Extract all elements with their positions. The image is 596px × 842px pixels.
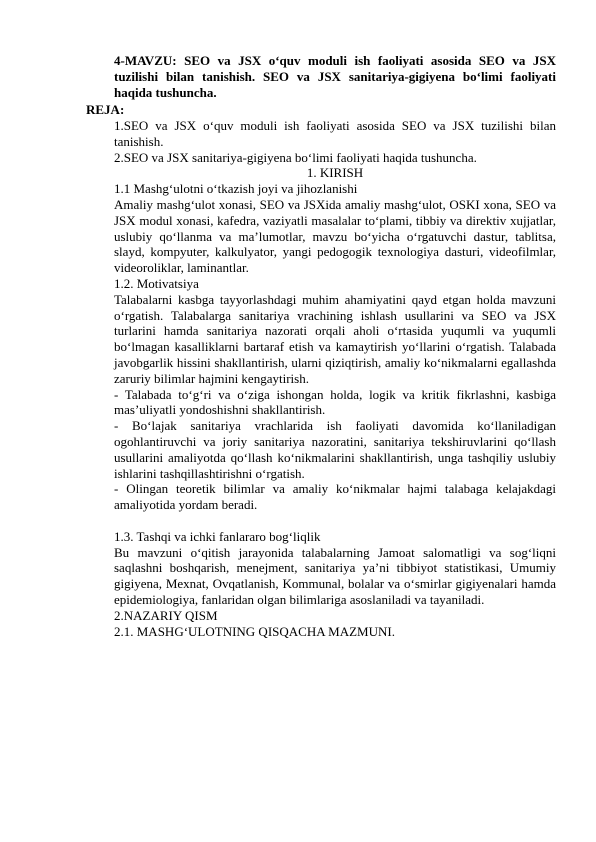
section-1-3-text: Bu mavzuni o‘qitish jarayonida talabalarning Jamoat salomatligi va sog‘liqni saqlashni boshqarish, menejment, sanitariya ya’ni tibbiyot statistikasi, Umumiy gigiyena, Mexnat, Ovqatlanish, Kommunal, bolalar va o‘smirlar gigiyenalari hamda epidemiologiya, fanlaridan olgan bilimlariga asoslaniladi va tayaniladi. xyxy=(114,544,556,607)
reja-heading: REJA: xyxy=(86,102,125,117)
kirish-heading: 1. KIRISH xyxy=(306,165,364,181)
section-2-1-heading: 2.1. MASHG‘ULOTNING QISQACHA MAZMUNI. xyxy=(114,623,395,639)
motivation-bullet: - Olingan teoretik bilimlar va amaliy ko‘nikmalar hajmi talabaga kelajakdagi amaliyotida yordam beradi. xyxy=(114,481,556,513)
section-1-1-heading: 1.1 Mashg‘ulotni o‘tkazish joyi va jihozlanishi xyxy=(114,181,358,197)
motivation-bullet: - Bo‘lajak sanitariya vrachlarida ish faoliyati davomida ko‘llaniladigan ogohlantiruvchi va joriy sanitariya nazoratini, sanitariya tekshiruvlarini qo‘llash usullarini amaliyotda qo‘llash ko‘nikmalarini shakllantirish, unga tashqiliy uslubiy ishlarini tashqillashtirishni o‘rgatish. xyxy=(114,418,556,481)
section-1-3-heading: 1.3. Tashqi va ichki fanlararo bog‘liqlik xyxy=(114,528,321,544)
reja-item-2: 2.SEO va JSX sanitariya-gigiyena bo‘limi faoliyati haqida tushuncha. xyxy=(114,149,477,165)
document-body xyxy=(114,118,556,639)
motivation-bullet: - Talabada to‘g‘ri va o‘ziga ishongan holda, logik va kritik fikrlashni, kasbiga mas’uliyatli yondoshishni shakllantirish. xyxy=(114,386,556,418)
spacer xyxy=(114,513,556,529)
section-1-2-heading: 1.2. Motivatsiya xyxy=(114,275,199,291)
reja-item-1: 1.SEO va JSX o‘quv moduli ish faoliyati asosida SEO va JSX tuzilishi bilan tanishish. xyxy=(114,118,556,149)
nazariy-heading: 2.NAZARIY QISM xyxy=(114,607,218,623)
topic-title: 4-MAVZU: SEO va JSX o‘quv moduli ish faoliyati asosida SEO va JSX tuzilishi bilan tanishish. SEO va JSX sanitariya-gigiyena bo‘limi faoliyati haqida tushuncha. xyxy=(114,53,556,100)
section-1-1-text: Amaliy mashg‘ulot xonasi, SEO va JSXida amaliy mashg‘ulot, OSKI xona, SEO va JSX modul xonasi, kafedra, vaziyatli masalalar to‘plami, tibbiy va direktiv xujjatlar, uslubiy qo‘llanma va ma’lumotlar, mavzu bo‘yicha o‘rgatuvchi dastur, tablitsa, slayd, kompyuter, kalkulyator, yangi pedogogik texnologiya dasturi, videofilmlar, videoroliklar, laminantlar. xyxy=(114,196,556,276)
motivation-paragraph: Talabalarni kasbga tayyorlashdagi muhim ahamiyatini qayd etgan holda mavzuni o‘rgatish. Talabalarga sanitariya vrachining ishlash usullarini va SEO va JSX turlarini hamda sanitariya nazorati orqali aholi o‘rtasida yuqumli va yuqumli bo‘lmagan kasalliklarni bartaraf etish va kamaytirish yo‘llarini o‘rgatish. Talabada javobgarlik hissini shakllantirish, ularni qiziqtirish, amaliy ko‘nikmalarni egallashda zaruriy bilimlar hajmini kengaytirish. xyxy=(114,291,556,386)
